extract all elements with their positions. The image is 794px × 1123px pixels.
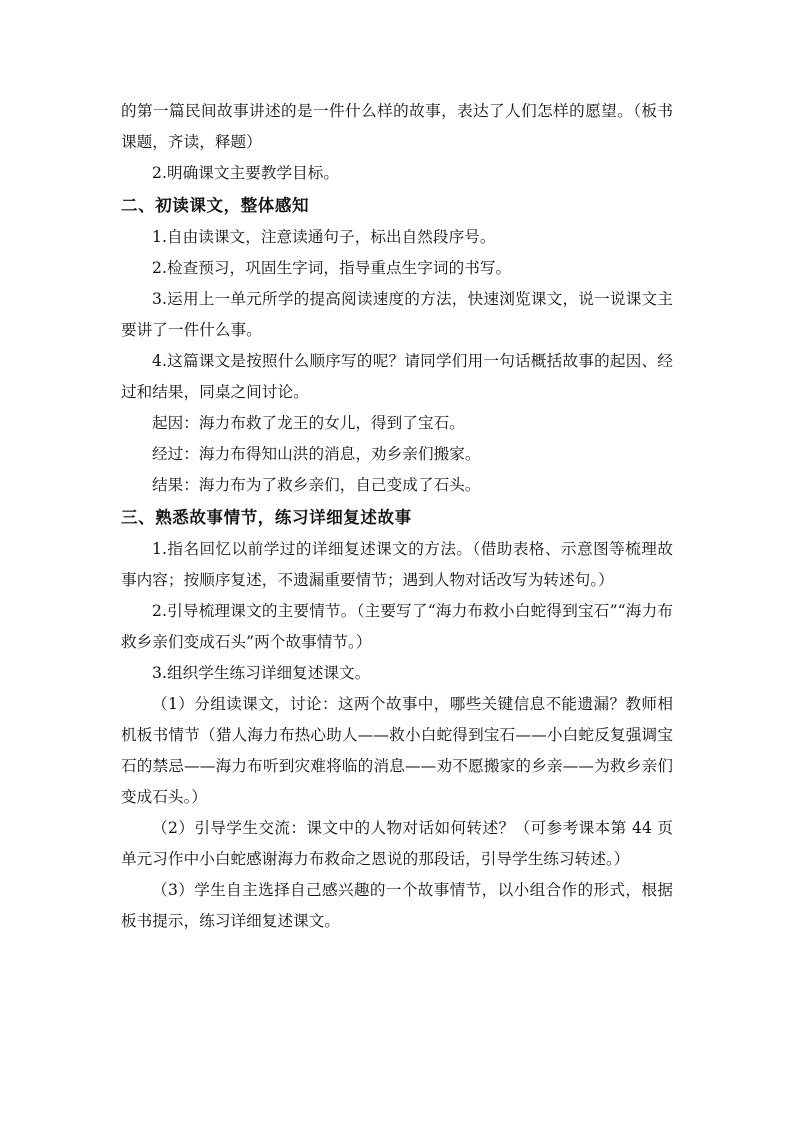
- section-heading-3: 三、熟悉故事情节，练习详细复述故事: [121, 508, 412, 527]
- paragraph-story-order: 4.这篇课文是按照什么顺序写的呢？请同学们用一句话概括故事的起因、经过和结果，同桌之间讨论。: [121, 352, 673, 401]
- paragraph-group-reading: （1）分组读课文，讨论：这两个故事中，哪些关键信息不能遗漏？教师相机板书情节（猎人海力布热心助人——救小白蛇得到宝石——小白蛇反复强调宝石的禁忌——海力布听到灾难将临的消息——劝不愿搬家的乡亲——为救乡亲们变成石头。）: [121, 695, 674, 806]
- section-heading-2: 二、初读课文，整体感知: [121, 196, 310, 215]
- paragraph-cause: 起因：海力布救了龙王的女儿，得到了宝石。: [152, 414, 465, 432]
- paragraph-organize-practice: 3.组织学生练习详细复述课文。: [152, 664, 371, 682]
- paragraph-result: 结果：海力布为了救乡亲们，自己变成了石头。: [152, 476, 481, 494]
- paragraph-retell-methods: 1.指名回忆以前学过的详细复述课文的方法。（借助表格、示意图等梳理故事内容；按顺序复述，不遗漏重要情节；遇到人物对话改写为转述句。）: [121, 540, 673, 589]
- document-body: [121, 96, 673, 937]
- paragraph-fast-reading: 3.运用上一单元所学的提高阅读速度的方法，快速浏览课文，说一说课文主要讲了一件什么事。: [121, 290, 673, 339]
- paragraph-teaching-goals: 2.明确课文主要教学目标。: [152, 164, 340, 182]
- paragraph-process: 经过：海力布得知山洪的消息，劝乡亲们搬家。: [152, 445, 481, 463]
- paragraph-intro-continued: 的第一篇民间故事讲述的是一件什么样的故事，表达了人们怎样的愿望。（板书课题，齐读，释题）: [121, 102, 673, 151]
- paragraph-dialogue-exchange: （2）引导学生交流：课文中的人物对话如何转述？（可参考课本第 44 页单元习作中小白蛇感谢海力布救命之恩说的那段话，引导学生练习转述。）: [121, 819, 673, 868]
- paragraph-group-retell: （3）学生自主选择自己感兴趣的一个故事情节，以小组合作的形式，根据板书提示，练习详细复述课文。: [121, 881, 673, 930]
- paragraph-main-plot: 2.引导梳理课文的主要情节。（主要写了“海力布救小白蛇得到宝石”“海力布救乡亲们变成石头”两个故事情节。）: [121, 602, 673, 651]
- paragraph-check-preview: 2.检查预习，巩固生字词，指导重点生字词的书写。: [152, 259, 512, 277]
- paragraph-read-freely: 1.自由读课文，注意读通句子，标出自然段序号。: [152, 228, 496, 246]
